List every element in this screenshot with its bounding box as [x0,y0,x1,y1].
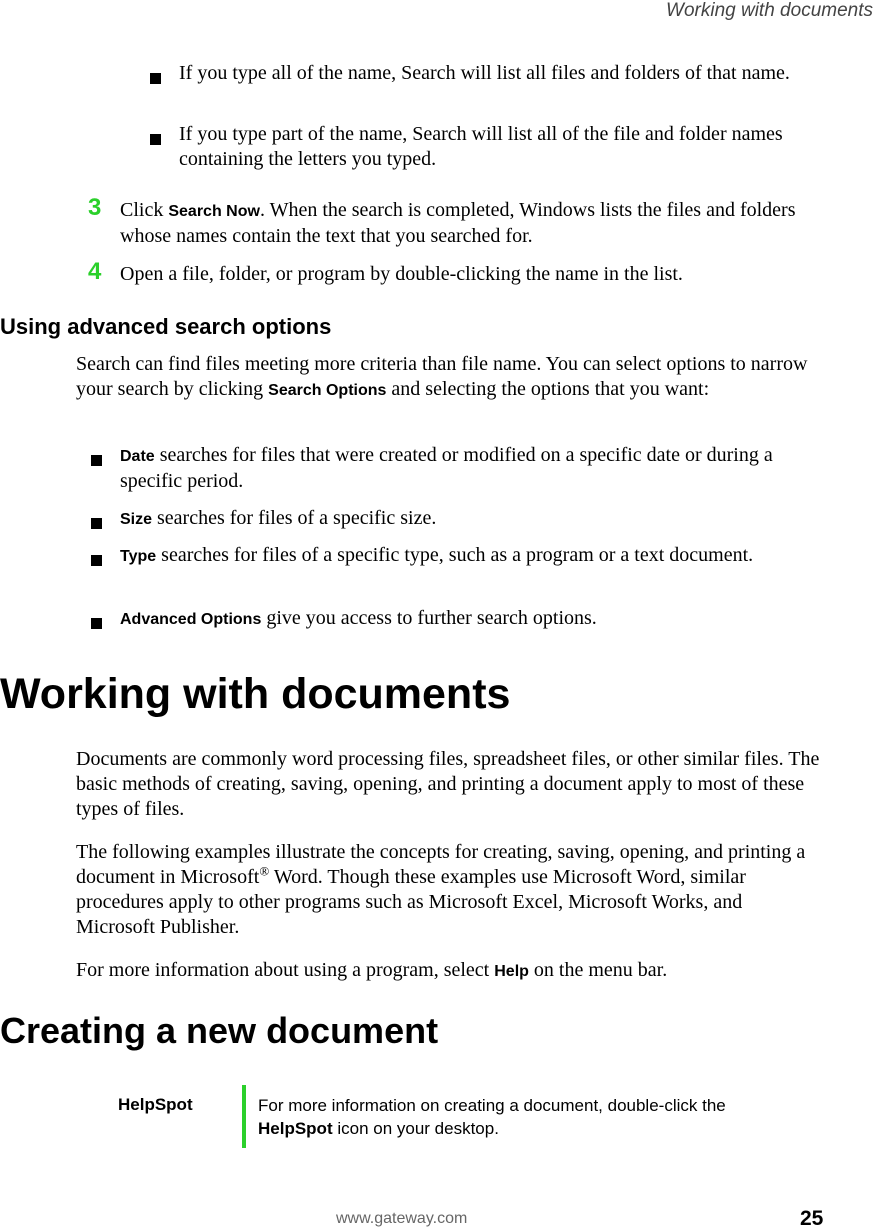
helpspot-accent-bar [242,1085,246,1148]
step-number-3: 3 [88,194,102,221]
option-advanced: Advanced Options give you access to further search options. [120,607,597,629]
intro-bullet-2: If you type part of the name, Search will list all of the file and folder names containing the letters you typed. [179,123,783,170]
working-with-documents-heading: Working with documents [0,670,511,718]
option-size: Size searches for files of a specific size. [120,507,437,529]
help-ui-label: Help [494,963,529,980]
helpspot-text: For more information on creating a document, double-click the HelpSpot icon on your desktop. [258,1096,726,1138]
helpspot-label: HelpSpot [118,1095,193,1114]
page-number: 25 [800,1207,824,1230]
bullet-icon [91,616,102,634]
bullet-icon [91,453,102,471]
bullet-icon [150,132,161,150]
working-paragraph-1: Documents are commonly word processing files, spreadsheet files, or other similar files. The basic methods of creating, saving, opening, and printing a document apply to most of these types of files. [76,748,820,820]
bullet-icon [91,516,102,534]
search-now-ui-label: Search Now [168,203,260,220]
bullet-icon [150,71,161,89]
option-date: Date searches for files that were created or modified on a specific date or during a specific period. [120,444,773,492]
step-3-text: Click Search Now. When the search is completed, Windows lists the files and folders whose names contain the text that you searched for. [120,199,796,247]
running-header: Working with documents [666,0,873,21]
intro-bullet-1: If you type all of the name, Search will list all files and folders of that name. [179,62,790,84]
search-options-ui-label: Search Options [268,382,387,399]
working-paragraph-3: For more information about using a program, select Help on the menu bar. [76,959,668,981]
bullet-icon [91,553,102,571]
advanced-search-paragraph: Search can find files meeting more criteria than file name. You can select options to narrow your search by clicking Search Options and selecting the options that you want: [76,353,808,400]
working-paragraph-2: The following examples illustrate the concepts for creating, saving, opening, and printing a document in Microsoft® Word. Though these examples use Microsoft Word, similar procedures apply to other programs such as Microsoft Excel, Microsoft Works, and Microsoft Publisher. [76,841,806,938]
step-number-4: 4 [88,258,102,285]
footer-url: www.gateway.com [336,1210,468,1227]
creating-document-heading: Creating a new document [0,1010,439,1051]
option-type: Type searches for files of a specific type, such as a program or a text document. [120,544,754,566]
advanced-search-heading: Using advanced search options [0,314,332,339]
step-4-text: Open a file, folder, or program by double-clicking the name in the list. [120,263,683,285]
